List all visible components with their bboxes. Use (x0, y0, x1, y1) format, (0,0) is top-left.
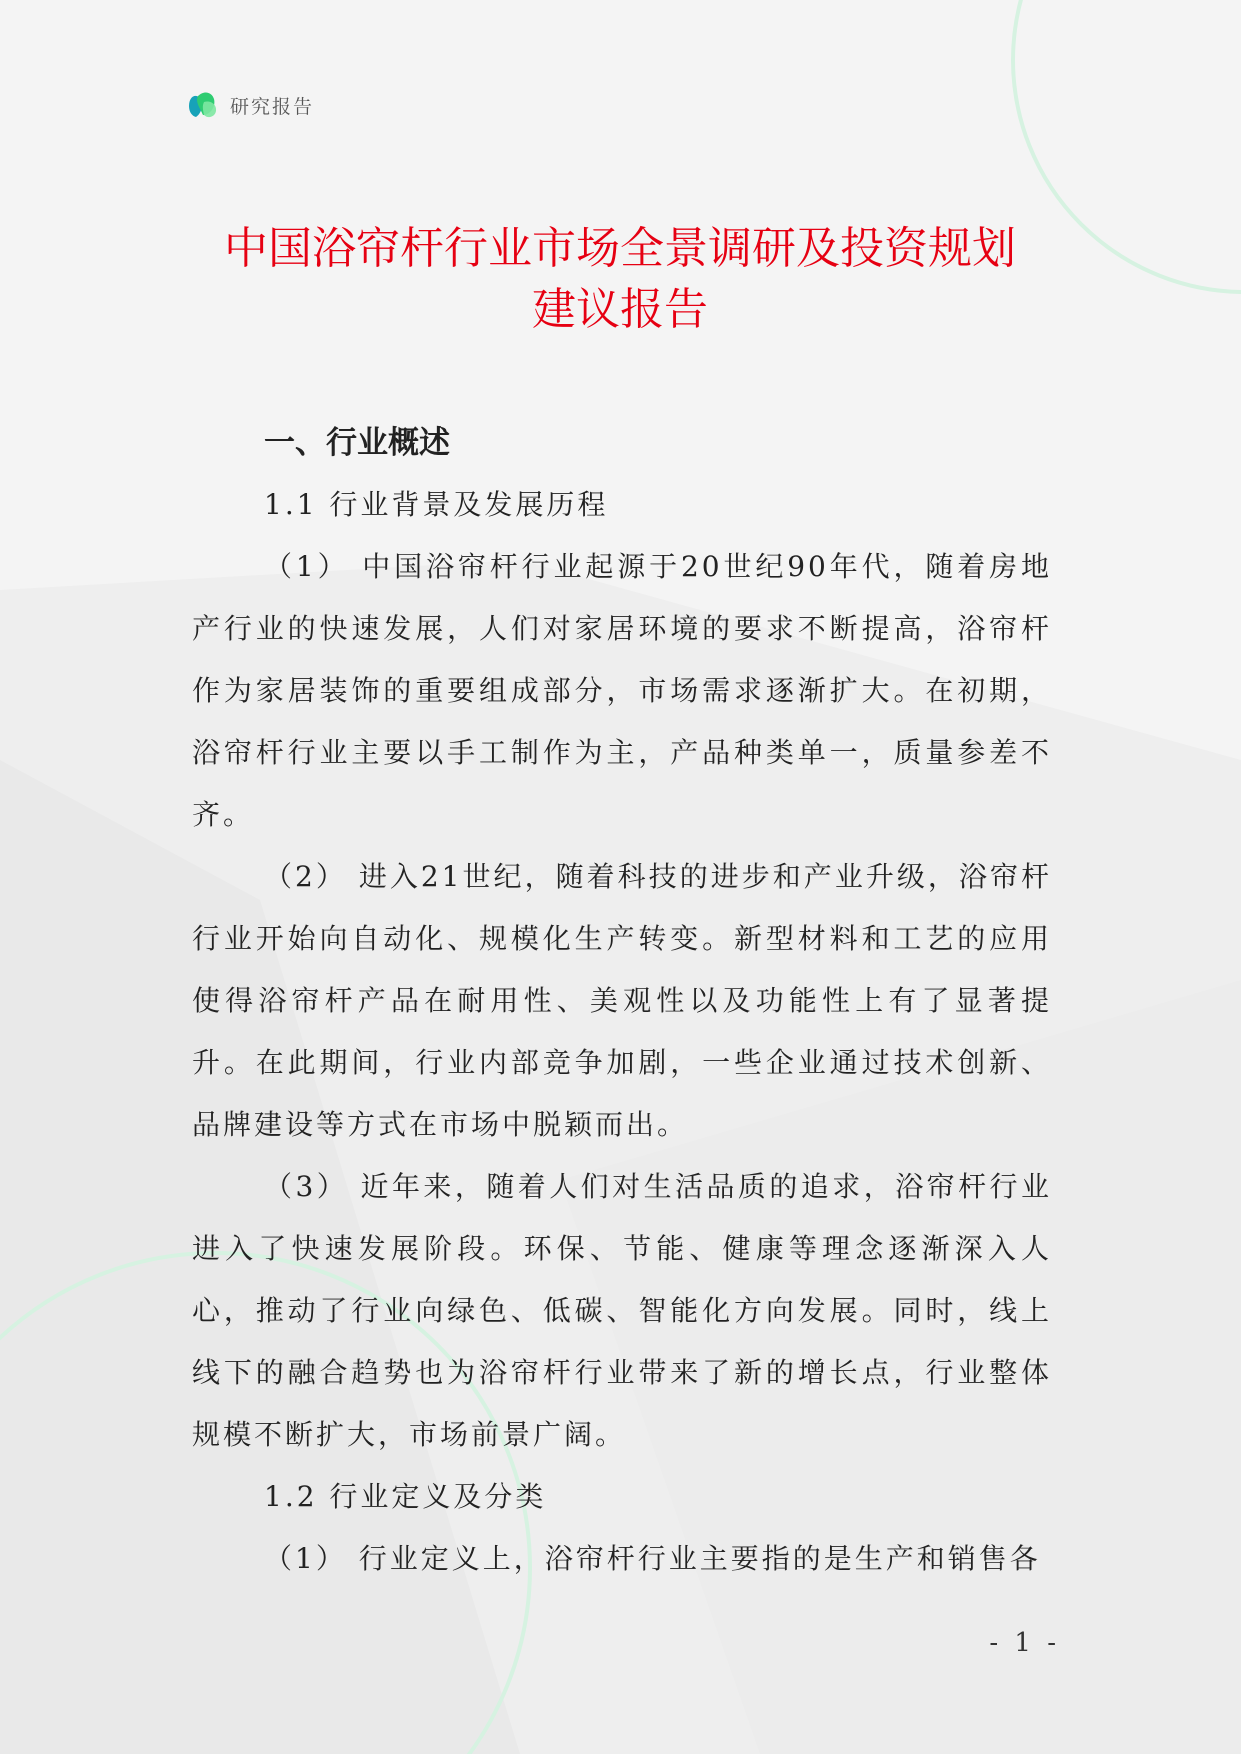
subsection-heading: 1.1 行业背景及发展历程 (264, 488, 609, 521)
document-title (186, 218, 1054, 340)
document-title-line-2: 建议报告 (532, 284, 708, 335)
page-number: - 1 - (989, 1628, 1060, 1658)
paragraph: （2） 进入21世纪，随着科技的进步和产业升级，浴帘杆行业开始向自动化、规模化生产转变。新型材料和工艺的应用使得浴帘杆产品在耐用性、美观性以及功能性上有了显著提升。在此期间，行业内部竞争加剧，一些企业通过技术创新、品牌建设等方式在市场中脱颖而出。 (192, 860, 1052, 1141)
paragraph: （1） 行业定义上，浴帘杆行业主要指的是生产和销售各 (264, 1542, 1041, 1575)
brand-text: 研究报告 (230, 95, 315, 118)
section-heading: 一、行业概述 (264, 425, 450, 461)
document-title-line-1: 中国浴帘杆行业市场全景调研及投资规划 (224, 223, 1016, 274)
subsection-heading: 1.2 行业定义及分类 (264, 1480, 547, 1513)
brand-header (186, 88, 314, 122)
paragraph: （1） 中国浴帘杆行业起源于20世纪90年代，随着房地产行业的快速发展，人们对家居环境的要求不断提高，浴帘杆作为家居装饰的重要组成部分，市场需求逐渐扩大。在初期，浴帘杆行业主要以手工制作为主，产品种类单一，质量参差不齐。 (192, 550, 1052, 831)
document-body (192, 412, 1052, 1590)
stacked-leaf-logo-icon (186, 88, 220, 122)
paragraph: （3） 近年来，随着人们对生活品质的追求，浴帘杆行业进入了快速发展阶段。环保、节能、健康等理念逐渐深入人心，推动了行业向绿色、低碳、智能化方向发展。同时，线上线下的融合趋势也为浴帘杆行业带来了新的增长点，行业整体规模不断扩大，市场前景广阔。 (192, 1170, 1052, 1451)
